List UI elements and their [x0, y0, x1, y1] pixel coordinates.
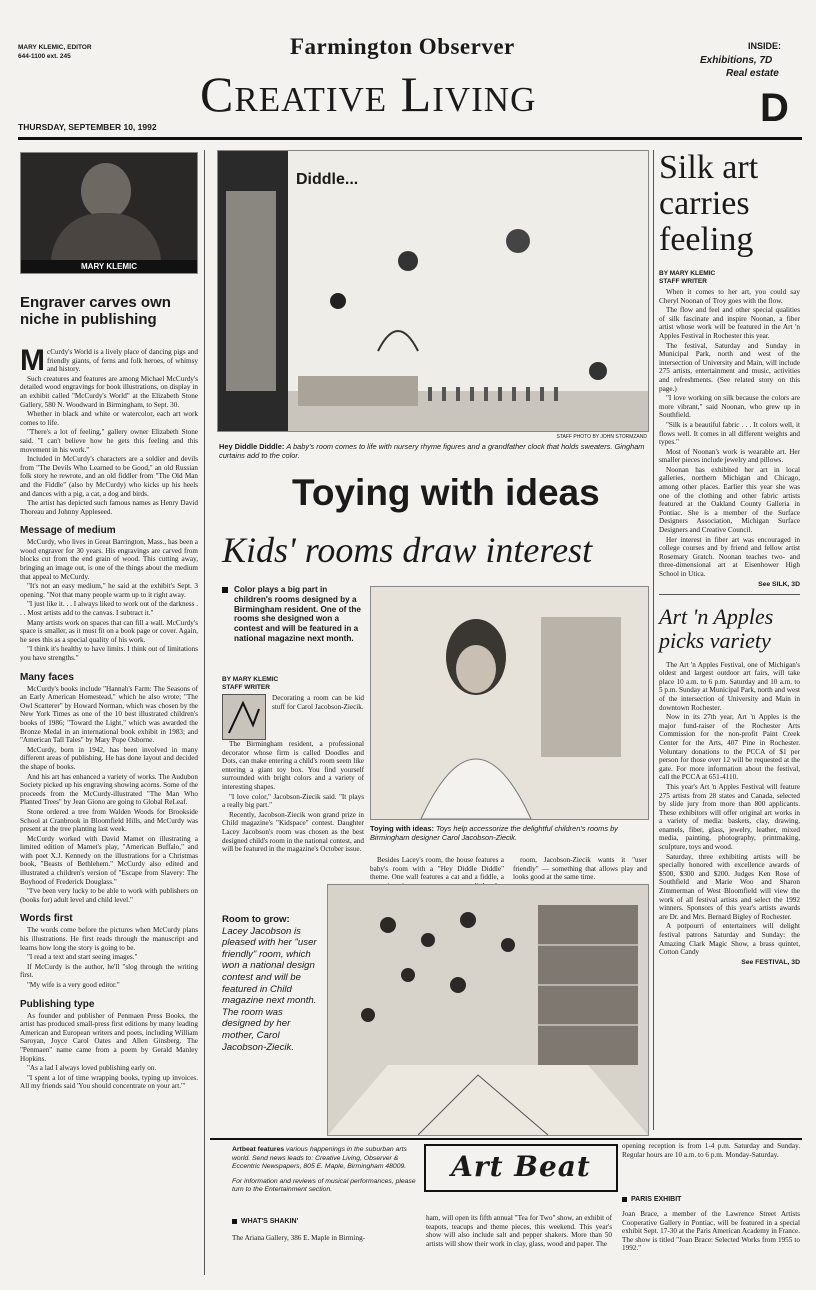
byline-name: BY MARY KLEMIC	[659, 270, 716, 277]
see-silk-jump[interactable]: See SILK, 3D	[758, 580, 800, 588]
column-divider	[653, 150, 654, 1130]
artbeat-text-4: Joan Brace, a member of the Lawrence Street Artists Cooperative Gallery in Pontiac, will be featured in a special exhibit Sept. 17-30 at the Paris American Academy in France. The show is titled "Joan Brace: Selected Works from 1955 to 1992."	[622, 1210, 800, 1253]
apples-para: Now in its 27th year, Art 'n Apples is the major fund-raiser of the Rochester Arts Commission for the non-profit Paint Creek Center for the Arts, 407 Pine in Rochester. Voluntary donations to the PCCA of $1 per person for those over 12 will be requested at the gate. For more information about the festival, call the PCCA at 651-4110.	[659, 713, 800, 782]
photo-credit: STAFF PHOTO BY JOHN STORMZAND	[556, 434, 647, 440]
engraver-para: "My wife is a very good editor."	[27, 981, 120, 989]
section-title: Creative Living	[200, 66, 537, 122]
engraver-para: Such creatures and features are among Michael McCurdy's detailed wood engravings for book illustrations, on display in an exhibit called "McCurdy's World" at the Elizabeth Stone Gallery, 580 N. Woodward in Birmingham, to Sept. 30.	[20, 374, 198, 409]
toying-lead: Decorating a room can be kid stuff for Carol Jacobson-Ziecik.	[272, 694, 364, 711]
byline-name: BY MARY KLEMIC	[222, 676, 279, 683]
toying-para: Besides Lacey's room, the house features a baby's room with a "Hey Diddle Diddle" theme. One wall features a cat and a fiddle, a	[370, 856, 504, 882]
silk-para: The festival, Saturday and Sunday in Municipal Park, north and west of the intersection of University and Main, will include 275 artists, entertainment and music, activities and refreshments. (See related story on this page.)	[659, 341, 800, 393]
toying-para: "I love color," Jacobson-Ziecik said. "It plays a really big part."	[222, 792, 364, 810]
inside-line-2: Real estate	[726, 68, 779, 79]
caption-text: Lacey Jacobson is pleased with her "user friendly" room, which won a national design contest and will be featured in Child magazine next month. The room was designed by her mother, Carol Jacobson-Ziecik.	[222, 925, 317, 1053]
artbeat-intro	[232, 1146, 418, 1195]
artbeat-text-3: opening reception is from 1-4 p.m. Saturday and Sunday. Regular hours are 10 a.m. to 6 p.m. Monday-Saturday.	[622, 1142, 800, 1159]
diddle-wall-text: Diddle...	[296, 171, 359, 188]
masthead-rule	[18, 137, 802, 140]
apples-headline: Art 'n Apples picks variety	[659, 603, 774, 653]
bullet-text: Color plays a big part in children's rooms designed by a Birmingham resident. One of the rooms she designed won a contest and will be featured in a national magazine next month.	[234, 585, 361, 643]
artbeat-intro-text: various happenings in the suburban arts world. Send news leads to: Creative Living, Observer & Eccentric Newspapers, 805 E. Maple, Birmingham 48009.	[232, 1146, 407, 1171]
artbeat-title: Art Beat	[451, 1150, 591, 1183]
engraver-article	[20, 152, 198, 1092]
engraver-para: McCurdy worked with David Mamet on illustrating a limited edition of Mamet's play, "American Buffalo," and with poet X.J. Kennedy on the illustrations for a Christmas book, "Beasts of Bethlehem." McCurdy also edited and illustrated a children's version of "Escape from Slavery: The Boyhood of Frederick Douglass."	[20, 834, 198, 886]
engraver-para: "As a lad I always loved publishing early on.	[27, 1064, 157, 1073]
engraver-para: Whether in black and white or watercolor, each art work comes to life.	[20, 410, 198, 427]
engraver-para: "I just like it. . . I always liked to work out of the darkness . . . Most artists add to the canvas. I subtract it."	[20, 600, 198, 618]
toying-para: room, Jacobson-Ziecik wants it "user friendly" — something that allows play and looks good at the same time.	[513, 856, 647, 882]
silk-para: "I love working on silk because the colors are more vibrant," said Noonan, who grew up in Southfield.	[659, 394, 800, 420]
subhead-many-faces: Many faces	[20, 671, 74, 683]
nursery-mural-figures	[218, 151, 648, 431]
silk-para: When it comes to her art, you could say Cheryl Noonan of Troy goes with the flow.	[659, 288, 800, 305]
engraver-lead: cCurdy's World is a lively place of dancing pigs and friendly giants, of ferns and folk heroes, of whimsy and history.	[47, 348, 198, 374]
engraver-para: "I spent a lot of time wrapping books, typing up invoices. All my friends said 'You should concentrate on your art.'"	[20, 1073, 198, 1091]
toying-headline: Toying with ideas	[292, 472, 600, 513]
silk-article	[659, 150, 800, 966]
engraver-para: The words come before the pictures when McCurdy plans his illustrations. He first reads through the manuscript and learns how long the story is going to be.	[20, 926, 198, 952]
diddle-photo-caption	[219, 442, 647, 460]
editor-name: MARY KLEMIC, EDITOR	[18, 44, 92, 51]
engraver-para: Included in McCurdy's characters are a soldier and devils from "The Devils Who Learned to be Good," an old Russian folk story he rewrote, and an old fiddler from "The Old Man and the Fiddle" (also by McCurdy) who kicks up his heels and dances with a pig, a cat, a dog and birds.	[20, 455, 198, 498]
designer-photo	[370, 586, 649, 820]
silk-para: Most of Noonan's work is wearable art. Her smaller pieces include jewelry and pillows.	[659, 447, 800, 465]
engraver-para: McCurdy, born in 1942, has been involved in many different areas of publishing. He has done layout and decided the shape of books.	[20, 745, 198, 771]
apples-para: Saturday, three exhibiting artists will be specially honored with excellence awards of $500, $300 and $200. Judges Ken Rose of Southfield and Marie Woo and Sharon Zimmerman of West Bloomfield will view the work of all festival artists and select the 1992 winners. Sponsors of this year's artists awards are Dr. and Mrs. Bernard Bigley of Rochester.	[659, 852, 800, 921]
artbeat-head-shakin	[232, 1218, 298, 1225]
engraver-para: As founder and publisher of Penmaen Press Books, the artist has produced small-press first editions by many leading American and European writers and poets, including William Saroyan, Joyce Carol Oates and Allen Ginsberg. The "Penmaen" name came from a poem by Gerald Manley Hopkins.	[20, 1011, 198, 1063]
toying-subhead: Kids' rooms draw interest	[222, 530, 593, 570]
silk-para: Her interest in fiber art was encouraged in college courses and by friend and fellow artist Rosemary Gratch. Noonan teaches two- and three-dimensional art at Eisenhower High School in Utica.	[659, 535, 800, 578]
bullet-square-icon	[222, 587, 228, 593]
masthead	[18, 28, 798, 134]
artist-sketch-icon	[222, 694, 266, 740]
engraver-para: If McCurdy is the author, he'll "slog through the writing first.	[20, 962, 198, 980]
silk-para: The flow and feel and other special qualities of silk fascinate and inspire Noonan, a fiber artist whose work will be featured in the Art 'n Apples Festival in Rochester this year.	[659, 306, 800, 340]
engraver-para: And his art has enhanced a variety of works. The Audubon Society picked up his engraving showing acorns. Some of the proceeds from the McCurdy-illustrated "The Man Who Planted Trees" by Jean Giono are going to Global ReLeaf.	[20, 772, 198, 807]
toying-para: Recently, Jacobson-Ziecik won grand prize in Child magazine's "Kidspace" contest. Daughter Lacey Jacobson's room was chosen as the best designed child's room in the national contest, and will be featured in the magazine's October issue.	[222, 810, 364, 854]
see-festival-jump[interactable]: See FESTIVAL, 3D	[741, 958, 800, 966]
caption-lead: Toying with ideas:	[370, 824, 434, 833]
bullet-square-icon	[622, 1197, 627, 1202]
toying-bullet	[222, 585, 364, 644]
toying-para: The Birmingham resident, a professional decorator whose firm is called Doodles and Dots, can make entering a child's room seem like entering a giant toy box. You find yourself surrounded with bright colors and a variety of interesting shapes.	[222, 740, 364, 791]
engraver-para: "There's a lot of feeling," gallery owner Elizabeth Stone said. "I can't believe how he gets this feeling and this movement in his work."	[20, 428, 198, 454]
byline-role: STAFF WRITER	[222, 683, 270, 691]
subhead-message: Message of medium	[20, 525, 116, 537]
silk-para: "Silk is a beautiful fabric . . . It colors well, it flows well. It comes in all different weights and types."	[659, 420, 800, 447]
artbeat-head-label: WHAT'S SHAKIN'	[241, 1218, 299, 1225]
apples-para: A potpourri of entertainers will delight festival patrons Saturday and Sunday: the Amazing Clark Magic Show, a brass quintet, Cotton Candy	[659, 922, 800, 957]
silk-para: Noonan has exhibited her art in local galleries, northern Michigan and Chicago, among other places. Earlier this year she was one of the clothing and other fabric artists featured at the Oakland County Galleria in Pontiac. She is a member of the Surface Designers Association, Michigan Surface Designers and Creative Council.	[659, 465, 800, 535]
inside-line-1: Exhibitions, 7D	[700, 55, 773, 66]
artbeat-title-box	[424, 1144, 618, 1192]
artbeat-text-1: The Ariana Gallery, 386 E. Maple in Birming-	[232, 1234, 366, 1242]
inside-label: INSIDE:	[748, 41, 782, 51]
artbeat-intro-2: For information and reviews of musical performances, please turn to the Entertainment section.	[232, 1177, 416, 1194]
artbeat-head-paris	[622, 1196, 681, 1203]
mary-klemic-photo	[20, 152, 198, 274]
engraver-para: "I've been very lucky to be able to work with publishers on (books for) adult level and child level."	[20, 887, 198, 904]
caption-lead: Room to grow:	[222, 914, 290, 925]
engraver-para: "I read a text and start seeing images."	[27, 953, 138, 962]
caption-text: A baby's room comes to life with nursery rhyme figures and a grandfather clock that holds sweaters. Gingham curtains add to the color.	[219, 442, 645, 460]
artbeat-intro-lead: Artbeat features	[232, 1146, 285, 1153]
engraver-para: McCurdy's books include "Hannah's Farm: The Seasons of an Early American Homestead," which he also wrote; "The Owl Scatterer" by Howard Norman, which was chosen by the New York Times as one of the 10 best illustrated children's books of 1986; "Toward the Light," which was awarded the Bronze Medal in an international book exhibit in 1983; and "American Tall Tales" by Mary Pope Osborne.	[20, 684, 198, 745]
engraver-para: "It's not an easy medium," he said at the exhibit's Sept. 3 opening. "Not that many people warm up to it right away.	[20, 582, 198, 599]
paper-name: Farmington Observer	[290, 34, 515, 59]
lacey-room-photo	[327, 884, 649, 1136]
apples-para: This year's Art 'n Apples Festival will feature 275 artists from 28 states and Canada, selected by slide jury from more than 800 applicants. These exhibitors will offer original art works in a variety of media: baskets, clay, drawing, enamels, fiber, glass, jewelry, leather, mixed media, painting, photography, printmaking, sculpture, toys and wood.	[659, 782, 800, 852]
photo-name-label: MARY KLEMIC	[21, 260, 197, 273]
caption-text: Toys help accessorize the delightful children's rooms by Birmingham designer Carol Jacobson-Ziecik.	[370, 824, 618, 842]
caption-lead: Hey Diddle Diddle:	[219, 442, 285, 451]
engraver-para: McCurdy, who lives in Great Barrington, Mass., has been a wood engraver for 30 years. His engravings are carved from blocks cut from the end grain of wood. This cutting away, bringing an image out, is one of the things about the medium that appeal to McCurdy.	[20, 538, 198, 581]
issue-date: THURSDAY, SEPTEMBER 10, 1992	[18, 122, 157, 132]
engraver-para: The artist has depicted such famous names as Henry David Thoreau and Johnny Appleseed.	[20, 499, 198, 516]
engraver-headline: Engraver carves own niche in publishing	[20, 294, 171, 328]
section-rule	[659, 594, 800, 595]
designer-photo-caption	[370, 824, 647, 842]
section-letter: D	[760, 86, 789, 130]
artbeat-text-2: ham, will open its fifth annual "Tea for Two" show, an exhibit of teapots, teacups and theme pieces, this weekend. This year's show will also include salt and pepper shakers. More than 50 artists will show their work in clay, glass, wood and paper. The	[426, 1214, 612, 1248]
drop-cap: M	[20, 344, 45, 377]
engraver-para: Stone ordered a tree from Walden Woods for Brookside School at Cranbrook in Bloomfield Hills, and McCurdy was present at the tree planting last week.	[20, 807, 198, 834]
byline-role: STAFF WRITER	[659, 277, 707, 285]
silk-headline: Silk art carries feeling	[659, 149, 759, 258]
bullet-square-icon	[232, 1219, 237, 1224]
diddle-room-photo	[217, 150, 649, 432]
engraver-para: "I think it's healthy to have limits. I think out of limitations you have strengths."	[20, 645, 198, 662]
subhead-words-first: Words first	[20, 913, 73, 925]
subhead-publishing-type: Publishing type	[20, 998, 95, 1010]
editor-phone: 644-1100 ext. 245	[18, 53, 71, 60]
apples-para: The Art 'n Apples Festival, one of Michigan's oldest and largest outdoor art fairs, will take place 10 a.m. to 6 p.m. Saturday and 10 a.m. to 5 p.m. Sunday at Municipal Park, north and west of the intersection of University and Main in downtown Rochester.	[659, 660, 800, 712]
artbeat-top-rule	[210, 1138, 802, 1140]
toying-col1	[222, 676, 364, 855]
room-caption	[222, 914, 320, 1053]
engraver-para: Many artists work on spaces that can fill a wall. McCurdy's space is smaller, as it must fit on a book page or cover. Again, he sees this as a special quality of his work.	[20, 618, 198, 644]
column-divider	[204, 150, 205, 1275]
artbeat-head-label: PARIS EXHIBIT	[631, 1196, 682, 1203]
